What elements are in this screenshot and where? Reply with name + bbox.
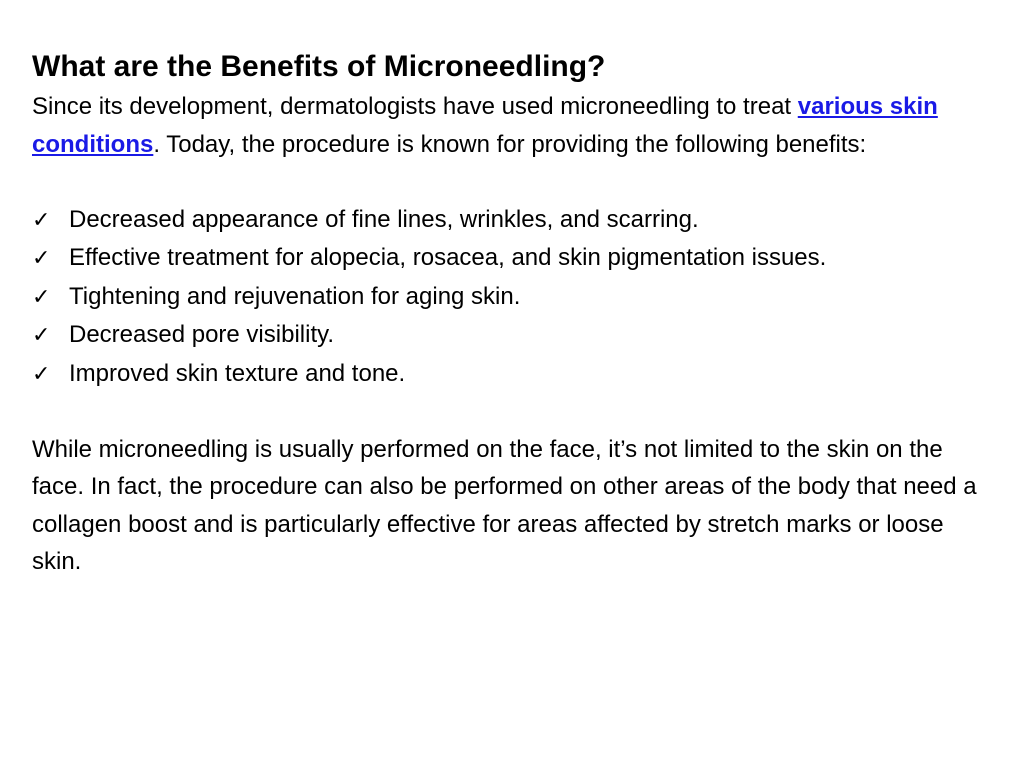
page-title: What are the Benefits of Microneedling? bbox=[32, 50, 606, 83]
slide-content bbox=[32, 46, 992, 581]
intro-text-start: Since its development, dermatologists have used microneedling to treat bbox=[32, 93, 798, 120]
benefit-item bbox=[32, 239, 992, 278]
benefit-item bbox=[32, 355, 992, 394]
skin-conditions-link[interactable]: various skin conditions bbox=[32, 93, 938, 158]
benefit-item bbox=[32, 316, 992, 355]
benefit-text: Tightening and rejuvenation for aging skin. bbox=[69, 282, 521, 310]
benefit-text: Decreased appearance of fine lines, wrinkles, and scarring. bbox=[69, 205, 699, 233]
benefit-text: Decreased pore visibility. bbox=[69, 321, 334, 348]
benefit-item bbox=[32, 201, 992, 240]
check-icon: ✓ bbox=[32, 361, 51, 387]
benefit-item bbox=[32, 278, 992, 317]
benefits-list bbox=[32, 201, 992, 394]
check-icon: ✓ bbox=[32, 207, 51, 233]
check-icon: ✓ bbox=[32, 284, 51, 310]
check-icon: ✓ bbox=[32, 323, 51, 348]
check-icon: ✓ bbox=[32, 246, 51, 271]
benefit-text: Improved skin texture and tone. bbox=[69, 359, 406, 387]
spacer bbox=[32, 393, 992, 431]
spacer bbox=[32, 163, 992, 201]
closing-paragraph: While microneedling is usually performed on the face, it’s not limited to the skin on the face. In fact, the procedure can also be performed on other areas of the body that need a collagen boost and is particularly effective for areas affected by stretch marks or loose skin. bbox=[32, 435, 977, 575]
intro-text-end: . Today, the procedure is known for providing the following benefits: bbox=[153, 130, 867, 158]
benefit-text: Effective treatment for alopecia, rosacea, and skin pigmentation issues. bbox=[69, 244, 827, 271]
intro-paragraph bbox=[32, 88, 992, 163]
